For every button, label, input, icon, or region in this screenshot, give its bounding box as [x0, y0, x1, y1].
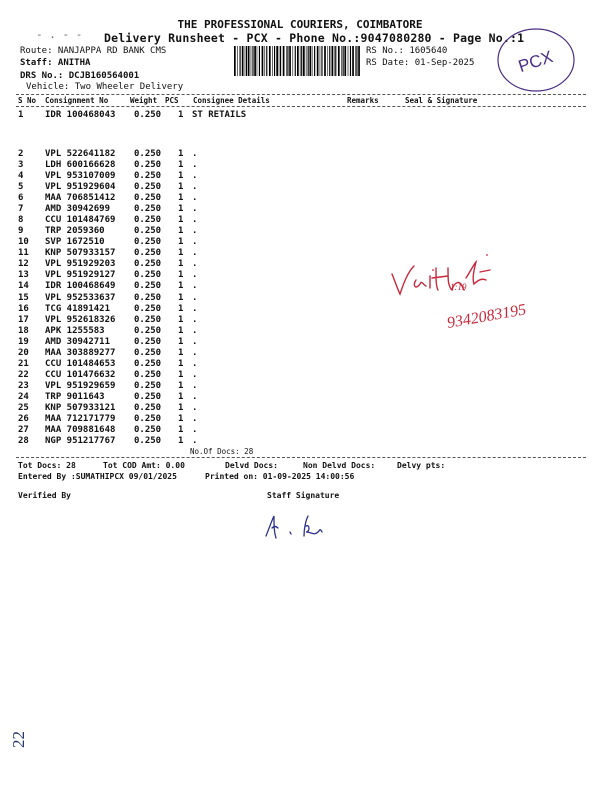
- col-weight: Weight: [130, 96, 158, 105]
- cell-sno: 18: [18, 325, 29, 336]
- cell-sno: 24: [18, 391, 29, 402]
- table-row: [0, 370, 600, 381]
- cell-sno: 22: [18, 369, 29, 380]
- cell-consignment: AMD 30942699: [45, 204, 111, 215]
- cell-consignment: CCU 101484653: [45, 358, 116, 369]
- cell-pcs: 1: [178, 314, 184, 325]
- barcode-bar: [338, 46, 340, 76]
- barcode-bar: [234, 46, 236, 76]
- vehicle-label: Vehicle: Two Wheeler Delivery: [26, 82, 184, 92]
- cell-pcs: 1: [178, 215, 184, 226]
- cell-consignee: .: [192, 270, 198, 281]
- barcode-bar: [306, 46, 307, 76]
- handwritten-phone: 9342083195: [445, 301, 528, 332]
- cell-pcs: 1: [178, 369, 184, 380]
- cell-pcs: 1: [178, 204, 184, 215]
- cell-pcs: 1: [178, 226, 184, 237]
- cell-weight: 0.250: [134, 303, 162, 314]
- cell-weight: 0.250: [134, 110, 162, 120]
- cell-pcs: 1: [178, 110, 184, 120]
- barcode-bar: [269, 46, 271, 76]
- cell-weight: 0.250: [134, 336, 162, 347]
- cell-weight: 0.250: [134, 215, 162, 226]
- table-row: [0, 237, 600, 248]
- cell-consignee: ST RETAILS: [192, 110, 247, 120]
- cell-consignee: .: [192, 358, 198, 369]
- col-remarks: Remarks: [347, 96, 379, 105]
- barcode-bar: [317, 46, 319, 76]
- cell-consignee: .: [192, 413, 198, 424]
- drs-number: DRS No.: DCJB160564001: [20, 71, 140, 81]
- table-row: [0, 215, 600, 226]
- table-bottom-rule: [16, 457, 586, 458]
- staff-signature: [262, 510, 332, 544]
- cell-pcs: 1: [178, 380, 184, 391]
- cell-weight: 0.250: [134, 347, 162, 358]
- cell-pcs: 1: [178, 425, 184, 435]
- barcode-bar: [312, 46, 313, 76]
- barcode-bar: [350, 46, 351, 76]
- barcode-bar: [356, 46, 357, 76]
- rs-date: RS Date: 01-Sep-2025: [366, 58, 475, 68]
- barcode-bar: [252, 46, 253, 76]
- cell-weight: 0.250: [134, 325, 162, 336]
- cell-sno: 15: [18, 292, 29, 303]
- cell-sno: 19: [18, 336, 29, 347]
- barcode-bar: [287, 46, 288, 76]
- cell-consignment: TRP 9011643: [45, 391, 105, 402]
- table-row: [0, 149, 600, 160]
- table-row: [0, 414, 600, 425]
- verified-by: Verified By: [18, 491, 71, 500]
- cell-consignment: KNP 507933121: [45, 402, 116, 413]
- cell-consignment: VPL 951929127: [45, 270, 116, 281]
- cell-weight: 0.250: [134, 369, 162, 380]
- cell-consignee: .: [192, 237, 198, 248]
- cell-sno: 23: [18, 380, 29, 391]
- cell-sno: 12: [18, 259, 29, 270]
- barcode-bar: [286, 46, 287, 76]
- rs-number: RS No.: 1605640: [366, 46, 448, 56]
- barcode-bar: [257, 46, 258, 76]
- table-row: [0, 403, 600, 414]
- cell-weight: 0.250: [134, 436, 162, 447]
- col-consignee: Consignee Details: [193, 96, 270, 105]
- barcode-bar: [254, 46, 256, 76]
- barcode-bar: [309, 46, 311, 76]
- cell-pcs: 1: [178, 259, 184, 270]
- table-row: [0, 436, 600, 447]
- barcode-bar: [343, 46, 344, 76]
- cell-pcs: 1: [178, 193, 184, 204]
- cell-consignment: LDH 600166628: [45, 160, 116, 171]
- barcode-bar: [301, 46, 302, 76]
- barcode-bar: [341, 46, 342, 76]
- cell-consignee: .: [192, 402, 198, 413]
- cell-consignee: .: [192, 325, 198, 336]
- cell-pcs: 1: [178, 358, 184, 369]
- cell-sno: 21: [18, 358, 29, 369]
- cell-sno: 16: [18, 303, 29, 314]
- cell-sno: 8: [18, 215, 24, 226]
- cell-consignee: .: [192, 215, 198, 226]
- barcode-bar: [280, 46, 281, 76]
- cell-weight: 0.250: [134, 391, 162, 402]
- cell-weight: 0.250: [134, 193, 162, 204]
- cell-pcs: 1: [178, 292, 184, 303]
- cell-pcs: 1: [178, 402, 184, 413]
- barcode-bar: [352, 46, 354, 76]
- cell-sno: 2: [18, 149, 24, 159]
- cell-consignment: IDR 100468043: [45, 110, 116, 120]
- cell-consignment: NGP 951217767: [45, 436, 116, 447]
- cell-sno: 20: [18, 347, 29, 358]
- stamp-text: PCX: [515, 47, 556, 77]
- table-row: [0, 171, 600, 182]
- runsheet-title: Delivery Runsheet - PCX - Phone No.:9047080280 - Page No.:1: [104, 31, 525, 45]
- company-title: THE PROFESSIONAL COURIERS, COIMBATORE: [177, 18, 423, 31]
- consignee-signature: [386, 250, 566, 340]
- barcode-bar: [274, 46, 275, 76]
- cell-consignment: SVP 1672510: [45, 237, 105, 248]
- cell-weight: 0.250: [134, 248, 162, 259]
- cell-pcs: 1: [178, 149, 184, 159]
- cell-pcs: 1: [178, 171, 184, 182]
- entered-by: Entered By :SUMATHIPCX 09/01/2025: [18, 472, 177, 481]
- barcode-bar: [300, 46, 301, 76]
- cell-sno: 17: [18, 314, 29, 325]
- header-scribble: - . - -: [36, 28, 83, 41]
- cell-consignee: .: [192, 436, 198, 447]
- delvd-docs: Delvd Docs:: [225, 461, 278, 470]
- delivery-time: 1:19: [450, 282, 467, 292]
- barcode-bar: [264, 46, 265, 76]
- cell-sno: 7: [18, 204, 24, 215]
- cell-consignment: VPL 522641182: [45, 149, 116, 159]
- cell-consignment: KNP 507933157: [45, 248, 116, 259]
- printed-on: Printed on: 01-09-2025 14:00:56: [205, 472, 355, 481]
- cell-consignment: IDR 100468649: [45, 281, 116, 292]
- cell-consignee: .: [192, 303, 198, 314]
- barcode-bar: [348, 46, 349, 76]
- barcode-bar: [321, 46, 322, 76]
- barcode-bar: [262, 46, 264, 76]
- cell-weight: 0.250: [134, 182, 162, 193]
- cell-consignment: APK 1255583: [45, 325, 105, 336]
- cell-consignment: TRP 2059360: [45, 226, 105, 237]
- cell-sno: 14: [18, 281, 29, 292]
- route-label: Route: NANJAPPA RD BANK CMS: [20, 46, 167, 56]
- margin-note: 22: [9, 731, 28, 748]
- tot-cod-amt: Tot COD Amt: 0.00: [103, 461, 185, 470]
- barcode-bar: [248, 46, 250, 76]
- col-consignment: Consignment No: [45, 96, 109, 105]
- cell-consignee: .: [192, 204, 198, 215]
- barcode-bar: [334, 46, 335, 76]
- cell-consignment: CCU 101484769: [45, 215, 116, 226]
- barcode-bar: [329, 46, 330, 76]
- cell-consignee: .: [192, 281, 198, 292]
- cell-weight: 0.250: [134, 149, 162, 159]
- cell-consignment: VPL 951929604: [45, 182, 116, 193]
- cell-pcs: 1: [178, 325, 184, 336]
- table-row: [0, 160, 600, 171]
- cell-pcs: 1: [178, 281, 184, 292]
- cell-pcs: 1: [178, 391, 184, 402]
- cell-sno: 27: [18, 425, 29, 435]
- cell-consignee: .: [192, 425, 198, 435]
- cell-consignment: VPL 951929659: [45, 380, 116, 391]
- barcode-bar: [276, 46, 278, 76]
- barcode-bar: [327, 46, 328, 76]
- cell-weight: 0.250: [134, 204, 162, 215]
- cell-consignee: .: [192, 391, 198, 402]
- barcode-bar: [295, 46, 296, 76]
- cell-sno: 25: [18, 402, 29, 413]
- table-header-rule: [16, 106, 586, 107]
- barcode-bar: [237, 46, 238, 76]
- barcode-bar: [279, 46, 280, 76]
- cell-sno: 9: [18, 226, 24, 237]
- cell-weight: 0.250: [134, 314, 162, 325]
- barcode-bar: [289, 46, 291, 76]
- cell-pcs: 1: [178, 237, 184, 248]
- barcode-bar: [251, 46, 252, 76]
- cell-weight: 0.250: [134, 171, 162, 182]
- cell-pcs: 1: [178, 182, 184, 193]
- cell-weight: 0.250: [134, 160, 162, 171]
- table-row: [0, 204, 600, 215]
- cell-consignee: .: [192, 182, 198, 193]
- cell-sno: 3: [18, 160, 24, 171]
- cell-consignee: .: [192, 171, 198, 182]
- cell-weight: 0.250: [134, 292, 162, 303]
- cell-consignee: .: [192, 160, 198, 171]
- barcode-bar: [335, 46, 336, 76]
- barcode-bar: [303, 46, 305, 76]
- cell-consignee: .: [192, 314, 198, 325]
- table-row: [0, 381, 600, 392]
- non-delvd-docs: Non Delvd Docs:: [303, 461, 376, 470]
- barcode-bar: [320, 46, 321, 76]
- cell-consignment: VPL 952533637: [45, 292, 116, 303]
- cell-consignment: CCU 101476632: [45, 369, 116, 380]
- cell-sno: 10: [18, 237, 29, 248]
- cell-consignee: .: [192, 292, 198, 303]
- cell-consignment: AMD 30942711: [45, 336, 111, 347]
- table-row: [0, 425, 600, 436]
- cell-sno: 28: [18, 436, 29, 447]
- cell-consignment: MAA 706851412: [45, 193, 116, 204]
- cell-weight: 0.250: [134, 380, 162, 391]
- barcode-bar: [314, 46, 315, 76]
- cell-pcs: 1: [178, 347, 184, 358]
- table-row: [0, 193, 600, 204]
- cell-sno: 1: [18, 110, 24, 120]
- col-seal-signature: Seal & Signature: [405, 96, 478, 105]
- cell-consignee: .: [192, 380, 198, 391]
- cell-consignee: .: [192, 248, 198, 259]
- cell-pcs: 1: [178, 413, 184, 424]
- cell-pcs: 1: [178, 248, 184, 259]
- col-sno: S No: [18, 96, 37, 105]
- cell-consignment: MAA 712171779: [45, 413, 116, 424]
- cell-pcs: 1: [178, 436, 184, 447]
- cell-consignee: .: [192, 259, 198, 270]
- barcode-bar: [272, 46, 273, 76]
- barcode-bar: [308, 46, 309, 76]
- cell-consignment: TCG 41891421: [45, 303, 111, 314]
- table-top-rule: [16, 94, 586, 95]
- cell-weight: 0.250: [134, 413, 162, 424]
- barcode-bar: [324, 46, 326, 76]
- cell-weight: 0.250: [134, 237, 162, 248]
- cell-weight: 0.250: [134, 226, 162, 237]
- barcode-bar: [297, 46, 299, 76]
- cell-consignment: MAA 303889277: [45, 347, 116, 358]
- cell-consignee: .: [192, 369, 198, 380]
- barcode-bar: [293, 46, 294, 76]
- table-row: [0, 392, 600, 403]
- barcode-bar: [355, 46, 356, 76]
- barcode-bar: [358, 46, 360, 76]
- cell-weight: 0.250: [134, 281, 162, 292]
- table-row: [0, 359, 600, 370]
- cell-consignment: VPL 953107009: [45, 171, 116, 182]
- cell-consignee: .: [192, 149, 198, 159]
- barcode-bar: [240, 46, 241, 76]
- cell-sno: 4: [18, 171, 24, 182]
- table-row: [0, 110, 600, 121]
- cell-consignee: .: [192, 226, 198, 237]
- col-pcs: PCS: [165, 96, 179, 105]
- cell-consignee: .: [192, 347, 198, 358]
- no-of-docs: No.Of Docs: 28: [190, 447, 254, 456]
- cell-weight: 0.250: [134, 358, 162, 369]
- delvy-pts: Delvy pts:: [397, 461, 446, 470]
- cell-weight: 0.250: [134, 270, 162, 281]
- cell-sno: 26: [18, 413, 29, 424]
- barcode-bar: [266, 46, 267, 76]
- table-row: [0, 226, 600, 237]
- barcode-bar: [259, 46, 260, 76]
- cell-consignment: VPL 951929203: [45, 259, 116, 270]
- cell-pcs: 1: [178, 160, 184, 171]
- barcode-image: [234, 46, 362, 76]
- table-row: [0, 182, 600, 193]
- cell-sno: 6: [18, 193, 24, 204]
- cell-consignment: VPL 952618326: [45, 314, 116, 325]
- cell-pcs: 1: [178, 270, 184, 281]
- cell-sno: 11: [18, 248, 29, 259]
- cell-weight: 0.250: [134, 402, 162, 413]
- pcx-stamp: [495, 27, 577, 93]
- staff-label: Staff: ANITHA: [20, 58, 91, 68]
- tot-docs: Tot Docs: 28: [18, 461, 76, 470]
- cell-sno: 5: [18, 182, 24, 193]
- cell-consignee: .: [192, 336, 198, 347]
- table-row: [0, 348, 600, 359]
- staff-signature-label: Staff Signature: [267, 491, 340, 500]
- barcode-bar: [332, 46, 334, 76]
- cell-consignee: .: [192, 193, 198, 204]
- cell-pcs: 1: [178, 336, 184, 347]
- cell-pcs: 1: [178, 303, 184, 314]
- cell-consignment: MAA 709881648: [45, 425, 116, 435]
- cell-sno: 13: [18, 270, 29, 281]
- cell-weight: 0.250: [134, 259, 162, 270]
- barcode-bar: [245, 46, 246, 76]
- barcode-bar: [283, 46, 285, 76]
- barcode-bar: [246, 46, 247, 76]
- barcode-bar: [344, 46, 346, 76]
- barcode-bar: [242, 46, 244, 76]
- cell-weight: 0.250: [134, 425, 162, 435]
